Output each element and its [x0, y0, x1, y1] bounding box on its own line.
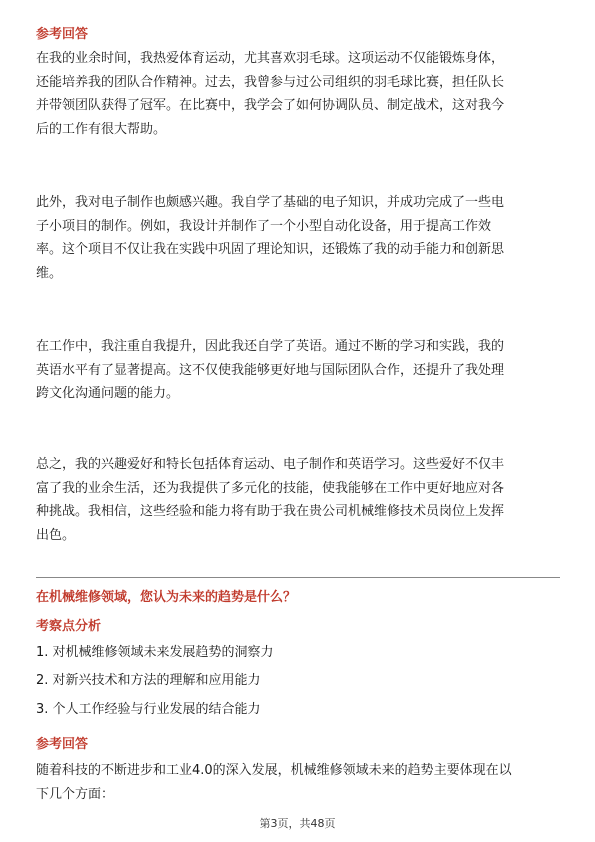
analysis-item: 1. 对机械维修领域未来发展趋势的洞察力	[36, 645, 274, 660]
paragraph-line: 维。	[36, 265, 63, 281]
paragraph-line: 出色。	[36, 527, 76, 543]
paragraph-line: 还能培养我的团队合作精神。过去，我曾参与过公司组织的羽毛球比赛，担任队长	[36, 74, 505, 90]
paragraph-line: 在工作中，我注重自我提升，因此我还自学了英语。通过不断的学习和实践，我的	[36, 339, 505, 354]
paragraph-line: 种挑战。我相信，这些经验和能力将有助于我在贵公司机械维修技术员岗位上发挥	[36, 504, 505, 519]
answer-heading-2: 参考回答	[36, 737, 89, 752]
paragraph-line: 并带领团队获得了冠军。在比赛中，我学会了如何协调队员、制定战术，这对我今	[36, 98, 505, 113]
paragraph-line: 此外，我对电子制作也颇感兴趣。我自学了基础的电子知识，并成功完成了一些电	[36, 195, 505, 210]
analysis-item: 3. 个人工作经验与行业发展的结合能力	[36, 702, 261, 717]
answer-heading: 参考回答	[36, 27, 89, 42]
paragraph-line: 后的工作有很大帮助。	[36, 121, 167, 137]
paragraph-line: 富了我的业余生活，还为我提供了多元化的技能，使我能够在工作中更好地应对各	[36, 480, 505, 496]
analysis-item: 2. 对新兴技术和方法的理解和应用能力	[36, 673, 261, 688]
paragraph-line: 英语水平有了显著提高。这不仅使我能够更好地与国际团队合作，还提升了我处理	[36, 362, 505, 378]
paragraph-line: 总之，我的兴趣爱好和特长包括体育运动、电子制作和英语学习。这些爱好不仅丰	[36, 457, 505, 472]
paragraph-line: 随着科技的不断进步和工业4.0的深入发展，机械维修领域未来的趋势主要体现在以	[36, 763, 512, 778]
section-divider	[36, 577, 560, 578]
answer-intro	[36, 759, 564, 806]
answer-paragraph-2	[36, 191, 564, 285]
paragraph-line: 子小项目的制作。例如，我设计并制作了一个小型自动化设备，用于提高工作效	[36, 218, 492, 234]
answer-paragraph-3	[36, 335, 564, 406]
analysis-heading: 考察点分析	[36, 619, 102, 634]
paragraph-line: 率。这个项目不仅让我在实践中巩固了理论知识，还锻炼了我的动手能力和创新思	[36, 242, 505, 257]
page-number: 第3页，共48页	[259, 817, 336, 830]
paragraph-line: 在我的业余时间，我热爱体育运动，尤其喜欢羽毛球。这项运动不仅能锻炼身体，	[36, 51, 505, 66]
answer-paragraph-4	[36, 453, 564, 547]
paragraph-line: 跨文化沟通问题的能力。	[36, 386, 180, 401]
question-title: 在机械维修领域，您认为未来的趋势是什么？	[36, 590, 297, 605]
paragraph-line: 下几个方面：	[36, 786, 115, 802]
answer-paragraph-1	[36, 47, 564, 141]
